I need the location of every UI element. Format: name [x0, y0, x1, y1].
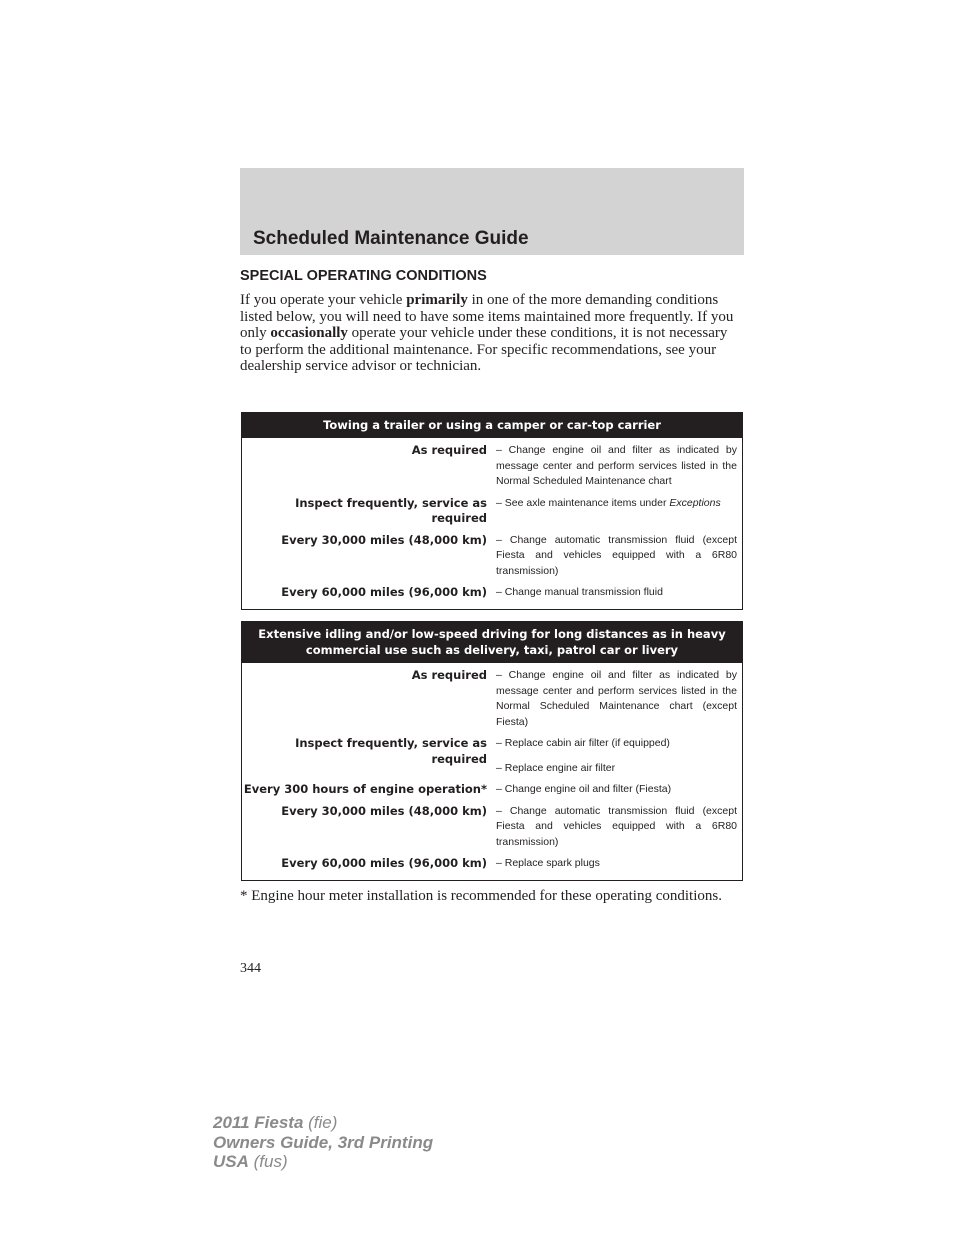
footer-model: 2011 Fiesta	[213, 1113, 304, 1132]
maintenance-table-idling	[241, 621, 743, 881]
footer-market: USA	[213, 1152, 249, 1171]
footnote: * Engine hour meter installation is recommended for these operating conditions.	[240, 888, 722, 904]
row-item: – Change automatic transmission fluid (except Fiesta and vehicles equipped with a 6R80 transmission)	[496, 533, 737, 577]
table-row	[242, 668, 737, 730]
page-title: Scheduled Maintenance Guide	[253, 228, 529, 249]
maintenance-table-towing	[241, 412, 743, 610]
row-item: – Change manual transmission fluid	[496, 586, 663, 598]
row-item-text: – See axle maintenance items under	[496, 496, 670, 509]
table-row	[242, 533, 737, 580]
table-header: Towing a trailer or using a camper or car-top carrier	[242, 413, 742, 438]
table-row	[242, 736, 737, 776]
table-row	[242, 496, 737, 527]
intro-paragraph	[240, 292, 740, 375]
row-label: Inspect frequently, service as required	[295, 495, 487, 525]
row-label: Every 30,000 miles (48,000 km)	[281, 532, 487, 547]
row-label: Every 60,000 miles (96,000 km)	[281, 856, 487, 870]
row-item: – Replace spark plugs	[496, 857, 600, 869]
header-band	[240, 168, 744, 255]
row-item: – Change automatic transmission fluid (except Fiesta and vehicles equipped with a 6R80 transmission)	[496, 804, 737, 848]
footer-line-2: Owners Guide, 3rd Printing	[213, 1132, 434, 1152]
row-label: Every 30,000 miles (48,000 km)	[281, 803, 487, 818]
row-item	[496, 496, 737, 512]
row-label: Every 60,000 miles (96,000 km)	[281, 585, 487, 599]
page-number: 344	[240, 961, 261, 976]
section-heading: SPECIAL OPERATING CONDITIONS	[240, 268, 487, 284]
row-label: As required	[411, 668, 487, 682]
row-label: Inspect frequently, service as required	[295, 736, 487, 766]
table-row	[242, 804, 737, 851]
intro-text-2: in one of the more demanding conditions listed below, you will need to have some items maintained more frequently. If you only	[240, 292, 734, 341]
table-row	[242, 782, 737, 798]
intro-text-3: operate your vehicle under these conditions, it is not necessary to perform the additional maintenance. For specific recommendations, see your dealership service advisor or technician.	[240, 325, 728, 374]
row-item: – Replace engine air filter	[496, 761, 616, 774]
table-row	[242, 856, 737, 872]
row-item: – Replace cabin air filter (if equipped)	[496, 737, 670, 749]
row-item: – Change engine oil and filter as indicated by message center and perform services listed in the Normal Scheduled Maintenance chart (except Fiesta)	[496, 669, 737, 728]
footer-line-1	[213, 1113, 433, 1133]
row-item: – Change engine oil and filter as indicated by message center and perform services listed in the Normal Scheduled Maintenance chart	[496, 444, 737, 487]
row-label: Every 300 hours of engine operation*	[243, 782, 487, 796]
intro-bold-primarily: primarily	[406, 292, 468, 308]
row-item-italic: Exceptions	[669, 496, 721, 509]
footer-market-code: (fus)	[248, 1152, 288, 1171]
intro-text-1: If you operate your vehicle	[240, 292, 407, 308]
table-header: Extensive idling and/or low-speed driving for long distances as in heavy commercial use such as delivery, taxi, patrol car or livery	[242, 622, 742, 663]
footer-model-code: (fie)	[303, 1113, 338, 1132]
table-row	[242, 585, 737, 601]
intro-bold-occasionally: occasionally	[270, 325, 348, 341]
row-label: As required	[411, 443, 487, 457]
table-row	[242, 443, 737, 490]
footer-line-3	[213, 1152, 433, 1172]
row-item: – Change engine oil and filter (Fiesta)	[496, 783, 672, 795]
document-footer	[213, 1113, 433, 1172]
